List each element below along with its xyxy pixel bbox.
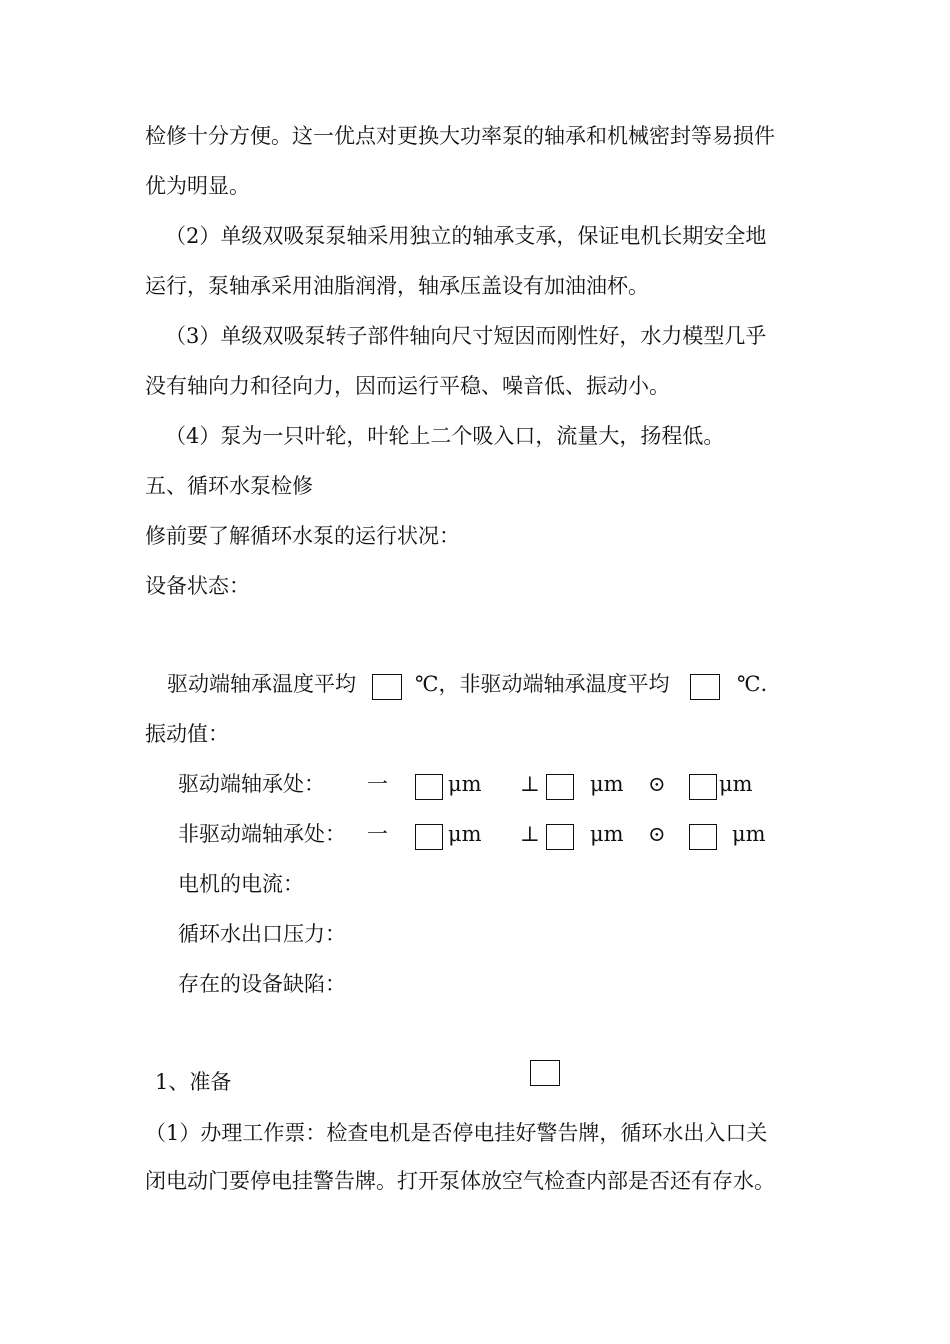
- paragraph-2-line-1: （2）单级双吸泵泵轴采用独立的轴承支承，保证电机长期安全地: [165, 224, 767, 248]
- vibration-label: 振动值：: [145, 722, 229, 746]
- unit-label: μm: [448, 772, 482, 796]
- nondrive-temp-field[interactable]: [690, 674, 720, 700]
- motor-current-label: 电机的电流：: [178, 872, 304, 896]
- paragraph-1-line-2: 优为明显。: [145, 174, 250, 198]
- nondrive-vertical-field[interactable]: [546, 824, 574, 850]
- prep-paragraph-line-2: 闭电动门要停电挂警告牌。打开泵体放空气检查内部是否还有存水。: [145, 1169, 775, 1193]
- drive-temp-label: 驱动端轴承温度平均: [167, 672, 356, 696]
- drive-vertical-field[interactable]: [546, 774, 574, 800]
- unit-label: μm: [590, 822, 624, 846]
- section-heading: 五、循环水泵检修: [145, 474, 313, 498]
- prep-heading: 1、准备: [155, 1070, 232, 1094]
- axial-symbol: ⊙: [648, 772, 666, 796]
- status-label: 设备状态：: [145, 574, 250, 598]
- nondrive-temp-label: ℃，非驱动端轴承温度平均: [415, 672, 670, 696]
- drive-temp-field[interactable]: [372, 674, 402, 700]
- axial-symbol: ⊙: [648, 822, 666, 846]
- nondrive-vibration-label: 非驱动端轴承处：: [178, 822, 346, 846]
- drive-horizontal-field[interactable]: [415, 774, 443, 800]
- drive-vibration-label: 驱动端轴承处：: [178, 772, 325, 796]
- paragraph-4-line-1: （4）泵为一只叶轮，叶轮上二个吸入口，流量大，扬程低。: [165, 424, 725, 448]
- paragraph-2-line-2: 运行，泵轴承采用油脂润滑，轴承压盖设有加油油杯。: [145, 274, 649, 298]
- prep-paragraph-line-1: （1）办理工作票：检查电机是否停电挂好警告牌，循环水出入口关: [145, 1121, 768, 1145]
- vertical-symbol: ⊥: [520, 822, 540, 846]
- unit-label: μm: [448, 822, 482, 846]
- vertical-symbol: ⊥: [520, 772, 540, 796]
- paragraph-3-line-2: 没有轴向力和径向力，因而运行平稳、噪音低、振动小。: [145, 374, 670, 398]
- paragraph-3-line-1: （3）单级双吸泵转子部件轴向尺寸短因而刚性好，水力模型几乎: [165, 324, 767, 348]
- nondrive-axial-field[interactable]: [689, 824, 717, 850]
- section-intro: 修前要了解循环水泵的运行状况：: [145, 524, 460, 548]
- unit-label: μm: [719, 772, 753, 796]
- outlet-pressure-label: 循环水出口压力：: [178, 922, 346, 946]
- defects-label: 存在的设备缺陷：: [178, 972, 346, 996]
- horizontal-symbol: 一: [367, 772, 388, 796]
- unit-label: μm: [590, 772, 624, 796]
- unit-label: μm: [732, 822, 766, 846]
- horizontal-symbol: 一: [367, 822, 388, 846]
- drive-axial-field[interactable]: [689, 774, 717, 800]
- paragraph-1-line-1: 检修十分方便。这一优点对更换大功率泵的轴承和机械密封等易损件: [145, 124, 775, 148]
- prep-checkbox[interactable]: [530, 1060, 560, 1086]
- temp-unit-end: ℃.: [737, 672, 768, 696]
- nondrive-horizontal-field[interactable]: [415, 824, 443, 850]
